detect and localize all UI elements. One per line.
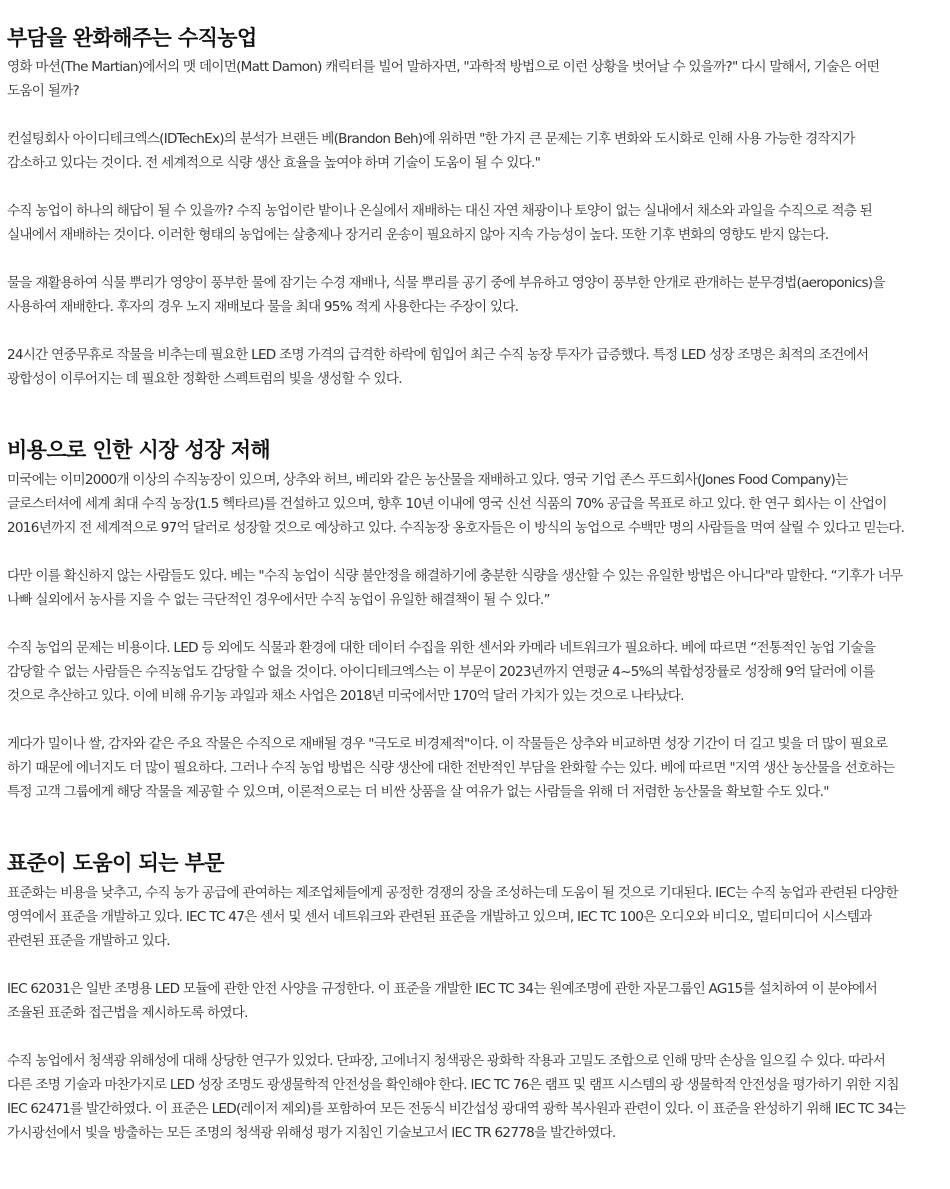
text-line: 감당할 수 없는 사람들은 수직농업도 감당할 수 없을 것이다. 아이디테크엑스는 이 부문이 2023년까지 연평균 4~5%의 복합성장률로 성장해 9억 달러에 이를 xyxy=(7,664,875,680)
text-line: IEC 62471를 발간하였다. 이 표준은 LED(레이저 제외)를 포함하여 모든 전동식 비간섭성 광대역 광학 복사원과 관련이 있다. 이 표준을 완성하기 위해 IEC TC 34는 xyxy=(7,1101,906,1117)
section-standards xyxy=(7,849,950,1145)
paragraph xyxy=(7,564,947,612)
text-line: 24시간 연중무휴로 작물을 비추는데 필요한 LED 조명 가격의 급격한 하락에 힘입어 최근 수직 농장 투자가 급증했다. 특정 LED 성장 조명은 최적의 조건에서 xyxy=(7,347,869,363)
text-line: 하기 때문에 에너지도 더 많이 필요하다. 그러나 수직 농업 방법은 식량 생산에 대한 전반적인 부담을 완화할 수는 있다. 베에 따르면 "지역 생산 농산물을 선호하는 xyxy=(7,760,895,776)
text-line: 글로스터셔에 세계 최대 수직 농장(1.5 헥타르)를 건설하고 있으며, 향후 10년 이내에 영국 신선 식품의 70% 공급을 목표로 하고 있다. 한 연구 회사는 이 산업이 xyxy=(7,496,887,512)
paragraph xyxy=(7,1049,947,1145)
text-line: IEC 62031은 일반 조명용 LED 모듈에 관한 안전 사양을 규정한다. 이 표준을 개발한 IEC TC 34는 원예조명에 관한 자문그룹인 AG15를 설치하여 이 분야에서 xyxy=(7,981,877,997)
text-line: 것으로 추산하고 있다. 이에 비해 유기농 과일과 채소 사업은 2018년 미국에서만 170억 달러 가치가 있는 것으로 나타났다. xyxy=(7,688,684,704)
text-line: 가시광선에서 빛을 방출하는 모든 조명의 청색광 위해성 평가 지침인 기술보고서 IEC TR 62778을 발간하였다. xyxy=(7,1125,616,1141)
paragraph xyxy=(7,977,947,1025)
text-line: 다만 이를 확신하지 않는 사람들도 있다. 베는 "수직 농업이 식량 불안정을 해결하기에 충분한 식량을 생산할 수 있는 유일한 방법은 아니다"라 말한다. “기후가 너무 xyxy=(7,568,903,584)
text-line: 게다가 밀이나 쌀, 감자와 같은 주요 작물은 수직으로 재배될 경우 "극도로 비경제적"이다. 이 작물들은 상추와 비교하면 성장 기간이 더 길고 빛을 더 많이 필요로 xyxy=(7,736,888,752)
section-vertical-farming xyxy=(7,0,950,391)
text-line: 영화 마션(The Martian)에서의 맷 데이먼(Matt Damon) 캐릭터를 빌어 말하자면, "과학적 방법으로 이런 상황을 벗어날 수 있을까?" 다시 말해서, 기술은 어떤 xyxy=(7,59,880,75)
text-line: 수직 농업에서 청색광 위해성에 대해 상당한 연구가 있었다. 단파장, 고에너지 청색광은 광화학 작용과 고밀도 조합으로 인해 망막 손상을 일으킬 수 있다. 따라서 xyxy=(7,1053,886,1069)
paragraph xyxy=(7,199,947,247)
text-line: 실내에서 재배하는 것이다. 이러한 형태의 농업에는 살충제나 장거리 운송이 필요하지 않아 지속 가능성이 높다. 또한 기후 변화의 영향도 받지 않는다. xyxy=(7,227,829,243)
section-title: 비용으로 인한 시장 성장 저해 xyxy=(7,438,271,462)
text-line: 영역에서 표준을 개발하고 있다. IEC TC 47은 센서 및 센서 네트워크와 관련된 표준을 개발하고 있으며, IEC TC 100은 오디오와 비디오, 멀티미디어 시스템과 xyxy=(7,909,872,925)
text-line: 수직 농업의 문제는 비용이다. LED 등 외에도 식물과 환경에 대한 데이터 수집을 위한 센서와 카메라 네트워크가 필요하다. 베에 따르면 “전통적인 농업 기술을 xyxy=(7,640,876,656)
text-line: 관련된 표준을 개발하고 있다. xyxy=(7,933,170,949)
paragraph xyxy=(7,636,947,708)
paragraph xyxy=(7,271,947,319)
text-line: 광합성이 이루어지는 데 필요한 정확한 스펙트럼의 빛을 생성할 수 있다. xyxy=(7,371,402,387)
text-line: 2016년까지 전 세계적으로 97억 달러로 성장할 것으로 예상하고 있다. 수직농장 옹호자들은 이 방식의 농업으로 수백만 명의 사람들을 먹여 살릴 수 있다고 믿는다. xyxy=(7,520,905,536)
section-cost xyxy=(7,436,950,804)
text-line: 다른 조명 기술과 마찬가지로 LED 성장 조명도 광생물학적 안전성을 확인해야 한다. IEC TC 76은 램프 및 램프 시스템의 광 생물학적 안전성을 평가하기 위한 지침 xyxy=(7,1077,899,1093)
text-line: 감소하고 있다는 것이다. 전 세계적으로 식량 생산 효율을 높여야 하며 기술이 도움이 될 수 있다." xyxy=(7,155,541,171)
paragraph xyxy=(7,343,947,391)
text-line: 사용하여 재배한다. 후자의 경우 노지 재배보다 물을 최대 95% 적게 사용한다는 주장이 있다. xyxy=(7,299,519,315)
text-line: 나빠 실외에서 농사를 지을 수 없는 극단적인 경우에서만 수직 농업이 유일한 해결책이 될 수 있다.” xyxy=(7,592,550,608)
text-line: 미국에는 이미2000개 이상의 수직농장이 있으며, 상추와 허브, 베리와 같은 농산물을 재배하고 있다. 영국 기업 존스 푸드회사(Jones Food Company)는 xyxy=(7,472,848,488)
text-line: 특정 고객 그룹에게 해당 작물을 제공할 수 있으며, 이론적으로는 더 비싼 상품을 살 여유가 없는 사람들을 위해 더 저렴한 농산물을 확보할 수도 있다." xyxy=(7,784,829,800)
text-line: 수직 농업이 하나의 해답이 될 수 있을까? 수직 농업이란 밭이나 온실에서 재배하는 대신 자연 채광이나 토양이 없는 실내에서 채소와 과일을 수직으로 적층 된 xyxy=(7,203,873,219)
paragraph xyxy=(7,55,947,103)
section-title: 표준이 도움이 되는 부문 xyxy=(7,851,224,875)
text-line: 컨설팅회사 아이디테크엑스(IDTechEx)의 분석가 브랜든 베(Brandon Beh)에 위하면 "한 가지 큰 문제는 기후 변화와 도시화로 인해 사용 가능한 경작지가 xyxy=(7,131,855,147)
text-line: 물을 재활용하여 식물 뿌리가 영양이 풍부한 물에 잠기는 수경 재배나, 식물 뿌리를 공기 중에 부유하고 영양이 풍부한 안개로 관개하는 분무경법(aeroponics)을 xyxy=(7,275,885,291)
text-line: 표준화는 비용을 낮추고, 수직 농가 공급에 관여하는 제조업체들에게 공정한 경쟁의 장을 조성하는데 도움이 될 것으로 기대된다. IEC는 수직 농업과 관련된 다양한 xyxy=(7,885,898,901)
text-line: 조율된 표준화 접근법을 제시하도록 하였다. xyxy=(7,1005,248,1021)
text-line: 도움이 될까? xyxy=(7,83,79,99)
paragraph xyxy=(7,468,947,540)
paragraph xyxy=(7,881,947,953)
paragraph xyxy=(7,127,947,175)
section-title: 부담을 완화해주는 수직농업 xyxy=(7,26,257,50)
paragraph xyxy=(7,732,947,804)
